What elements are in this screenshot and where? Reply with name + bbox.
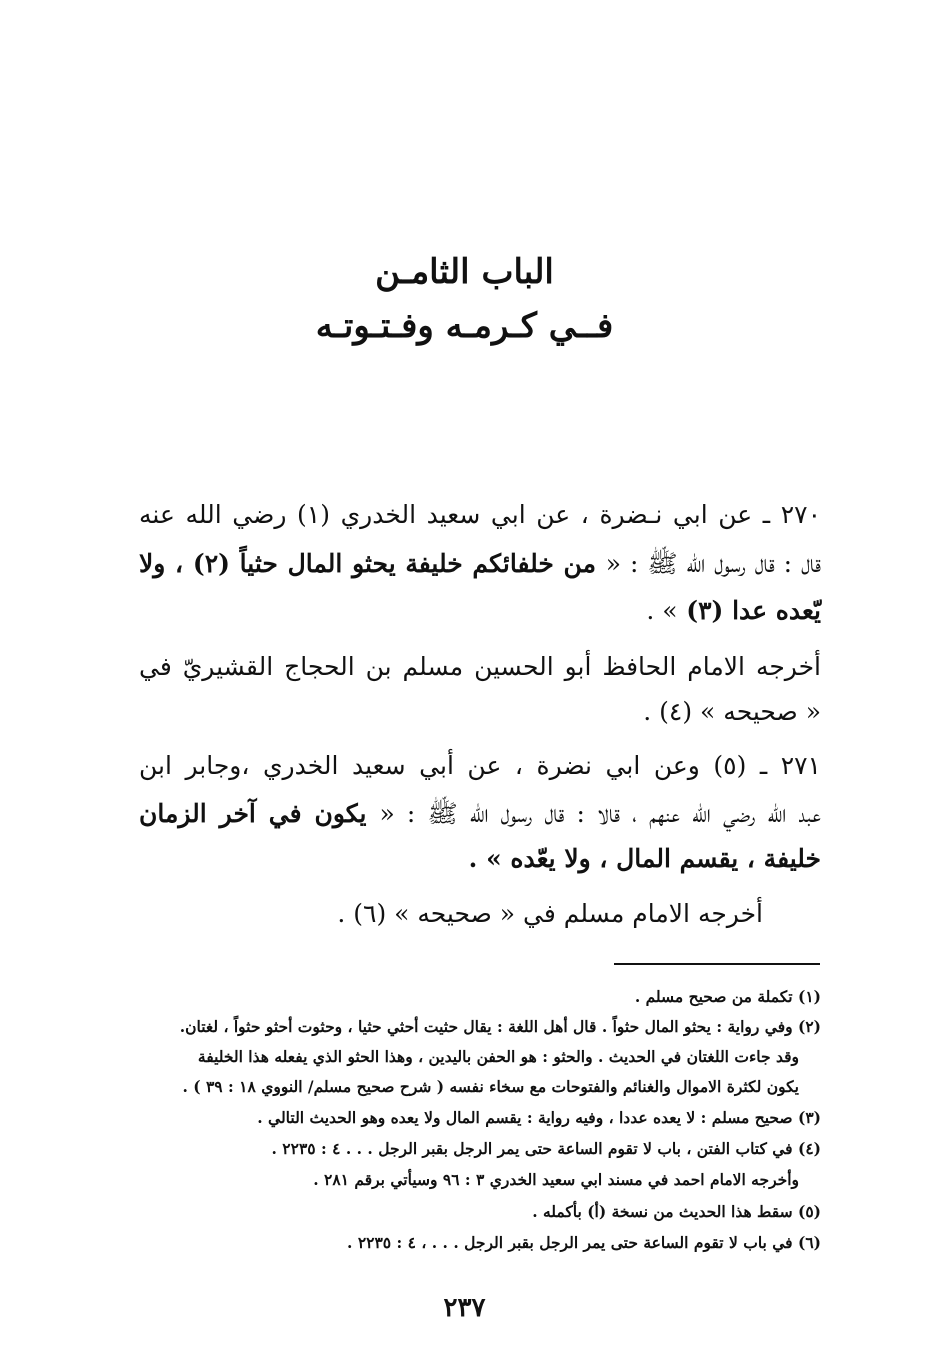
chapter-subtitle: فــي كـرمـه وفـتـوتـه: [315, 306, 614, 346]
hadith-270-line-3: [646, 596, 821, 625]
hadith-271-line-3: خليفة ، يقسم المال ، ولا يعّده » .: [468, 844, 821, 873]
footnote-2: (٢) وفي رواية : يحثو المال حثواً . قال أهل اللغة : يقال حثيت أحثي حثيا ، وحثوت أحثو حثواً ، لغتان.: [179, 1017, 821, 1036]
footnote-1: (١) تكملة من صحيح مسلم .: [634, 987, 821, 1006]
takhrij-271-line-1: أخرجه الامام مسلم في « صحيحه » (٦) .: [337, 899, 763, 928]
takhrij-270-line-2: « صحيحه » (٤) .: [643, 697, 821, 726]
takhrij-270-line-1: أخرجه الامام الحافظ أبو الحسين مسلم بن الحجاج القشيريّ في: [139, 652, 821, 681]
hadith-270-line-1: ٢٧٠ ـ عن ابي نـضرة ، عن ابي سعيد الخدري (١) رضي الله عنه: [139, 500, 822, 529]
footnote-2-cont-1: وقد جاءت اللغتان في الحديث . والحثو : هو الحفن باليدين ، وهذا الحثو الذي يفعله هذا الخليفة: [197, 1047, 799, 1066]
footnote-4-cont: وأخرجه الامام احمد في مسند ابي سعيد الخدري ٣ : ٩٦ وسيأتي برقم ٢٨١ .: [313, 1170, 799, 1189]
hadith-270-line-2: [139, 548, 821, 585]
hadith-270-line-3-end: » .: [646, 596, 678, 625]
footnote-4: (٤) في كتاب الفتن ، باب لا تقوم الساعة حتى يمر الرجل بقبر الرجل . . . ٤ : ٢٢٣٥ .: [271, 1139, 821, 1158]
footnote-6: (٦) في باب لا تقوم الساعة حتى يمر الرجل بقبر الرجل . . . ، ٤ : ٢٢٣٥ .: [347, 1233, 821, 1252]
footnote-separator: [614, 963, 820, 965]
hadith-270-line-2-quote: من خلفائكم خليفة يحثو المال حثياً (٢) ، ولا: [139, 549, 606, 578]
hadith-271-line-2: [139, 798, 821, 835]
hadith-271-line-2-intro: عبد الله رضي الله عنهم ، قالا : قال رسول الله ﷺ : «: [379, 799, 822, 828]
footnote-3: (٣) صحيح مسلم : لا يعده عددا ، وفيه رواية : يقسم المال ولا يعده وهو الحديث التالي .: [257, 1108, 821, 1127]
footnote-5: (٥) سقط هذا الحديث من نسخة (أ) بأكمله .: [532, 1202, 821, 1221]
page-number: ٢٣٧: [443, 1293, 486, 1323]
hadith-270-line-3-quote: يّعده عدا (٣): [677, 596, 821, 625]
hadith-271-line-2-quote: يكون في آخر الزمان: [139, 799, 380, 828]
footnote-2-cont-2: يكون لكثرة الاموال والغنائم والفتوحات مع سخاء نفسه ( شرح صحيح مسلم/ النووي ١٨ : ٣٩ ) .: [182, 1077, 799, 1096]
chapter-title: الباب الثامـن: [375, 252, 554, 292]
hadith-270-line-2-intro: قال : قال رسول الله ﷺ : «: [605, 549, 821, 578]
hadith-271-line-1: ٢٧١ ـ (٥) وعن ابي نضرة ، عن أبي سعيد الخدري ،وجابر ابن: [139, 751, 821, 780]
